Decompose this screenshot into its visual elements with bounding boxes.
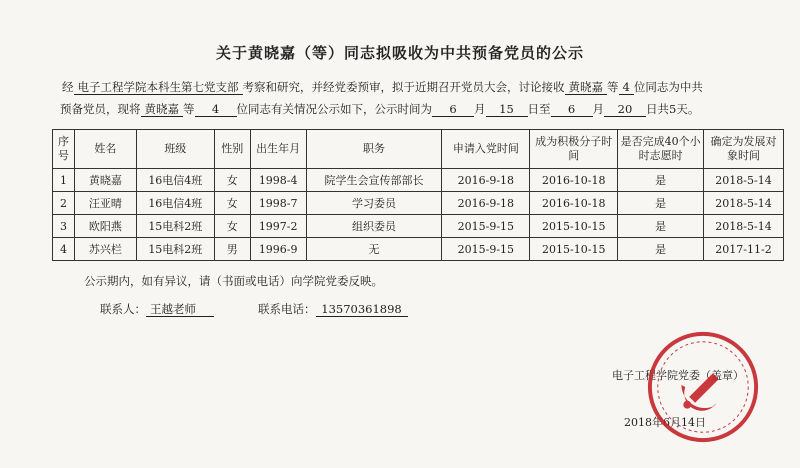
intro-text: 等 <box>607 80 619 94</box>
table-cell: 欧阳燕 <box>74 215 136 238</box>
table-cell: 2016-10-18 <box>530 192 618 215</box>
column-header: 申请入党时间 <box>442 130 530 169</box>
column-header: 班级 <box>136 130 214 169</box>
candidate-count-field: 4 <box>195 102 237 117</box>
table-cell: 2018-5-14 <box>704 192 784 215</box>
issuing-organization: 电子工程学院党委（盖章） <box>612 369 744 382</box>
contact-phone <box>258 301 408 317</box>
table-cell: 2015-10-15 <box>530 215 618 238</box>
table-cell: 2 <box>53 192 75 215</box>
candidate-table <box>52 129 784 261</box>
end-day-field: 20 <box>604 102 646 117</box>
party-seal-stamp <box>644 328 762 446</box>
table-cell: 男 <box>214 238 250 261</box>
table-cell: 1997-2 <box>250 215 306 238</box>
table-cell: 是 <box>618 238 704 261</box>
table-cell: 学习委员 <box>306 192 442 215</box>
intro-text: 月 <box>592 102 604 116</box>
table-cell: 4 <box>53 238 75 261</box>
table-cell: 3 <box>53 215 75 238</box>
table-cell: 2016-10-18 <box>530 169 618 192</box>
table-cell: 是 <box>618 215 704 238</box>
contact-person <box>100 301 214 317</box>
start-month-field: 6 <box>432 102 474 117</box>
intro-text: 位同志有关情况公示如下，公示时间为 <box>236 102 432 116</box>
column-header: 姓名 <box>74 130 136 169</box>
table-cell: 2015-9-15 <box>442 238 530 261</box>
table-cell: 是 <box>618 169 704 192</box>
table-cell: 2018-5-14 <box>704 215 784 238</box>
table-cell: 2015-10-15 <box>530 238 618 261</box>
column-header: 是否完成40个小时志愿时 <box>618 130 704 169</box>
table-cell: 组织委员 <box>306 215 442 238</box>
table-row <box>53 169 784 192</box>
table-cell: 2016-9-18 <box>442 169 530 192</box>
table-cell: 15电科2班 <box>136 238 214 261</box>
intro-text: 日至 <box>527 102 551 116</box>
table-cell: 1996-9 <box>250 238 306 261</box>
objection-note: 公示期内，如有异议，请（书面或电话）向学院党委反映。 <box>84 274 383 288</box>
table-cell: 是 <box>618 192 704 215</box>
column-header: 职务 <box>306 130 442 169</box>
table-cell: 15电科2班 <box>136 215 214 238</box>
contact-person-value: 王越老师 <box>146 302 214 317</box>
table-cell: 16电信4班 <box>136 192 214 215</box>
table-body <box>53 169 784 261</box>
column-header: 成为积极分子时间 <box>530 130 618 169</box>
table-cell: 女 <box>214 169 250 192</box>
table-cell: 1998-7 <box>250 192 306 215</box>
column-header: 出生年月 <box>250 130 306 169</box>
contact-person-label: 联系人： <box>100 302 146 316</box>
column-header: 确定为发展对象时间 <box>704 130 784 169</box>
table-cell: 2016-9-18 <box>442 192 530 215</box>
candidate-name-field: 黄晓嘉 <box>565 80 608 95</box>
contact-phone-value: 13570361898 <box>316 302 408 317</box>
table-row <box>53 215 784 238</box>
table-cell: 院学生会宣传部部长 <box>306 169 442 192</box>
candidate-name-field: 黄晓嘉 <box>141 102 184 117</box>
table-cell: 16电信4班 <box>136 169 214 192</box>
party-branch-field: 电子工程学院本科生第七党支部 <box>74 80 243 95</box>
table-row <box>53 192 784 215</box>
table-cell: 女 <box>214 215 250 238</box>
end-month-field: 6 <box>551 102 593 117</box>
issue-date: 2018年6月14日 <box>624 416 706 429</box>
intro-text: 位同志为中共 <box>633 80 703 94</box>
page-title: 关于黄晓嘉（等）同志拟吸收为中共预备党员的公示 <box>215 44 584 62</box>
intro-line-1 <box>62 76 762 98</box>
intro-text: 预备党员，现将 <box>60 102 141 116</box>
table-cell: 女 <box>214 192 250 215</box>
start-day-field: 15 <box>486 102 528 117</box>
table-cell: 无 <box>306 238 442 261</box>
candidate-count-field: 4 <box>619 80 634 95</box>
table-cell: 1998-4 <box>250 169 306 192</box>
intro-text: 经 <box>62 80 74 94</box>
column-header: 序号 <box>53 130 75 169</box>
intro-text: 考察和研究，并经党委预审，拟于近期召开党员大会，讨论接收 <box>242 80 565 94</box>
table-row <box>53 238 784 261</box>
table-cell: 1 <box>53 169 75 192</box>
column-header: 性别 <box>214 130 250 169</box>
table-cell: 2018-5-14 <box>704 169 784 192</box>
intro-text: 月 <box>474 102 486 116</box>
table-header-row <box>53 130 784 169</box>
table-cell: 汪亚晴 <box>74 192 136 215</box>
intro-line-2 <box>60 98 760 120</box>
intro-text: 日共5天。 <box>646 102 700 116</box>
table-cell: 2015-9-15 <box>442 215 530 238</box>
contact-phone-label: 联系电话： <box>258 302 316 316</box>
table-cell: 苏兴栏 <box>74 238 136 261</box>
table-cell: 黄晓嘉 <box>74 169 136 192</box>
table-cell: 2017-11-2 <box>704 238 784 261</box>
intro-text: 等 <box>183 102 195 116</box>
